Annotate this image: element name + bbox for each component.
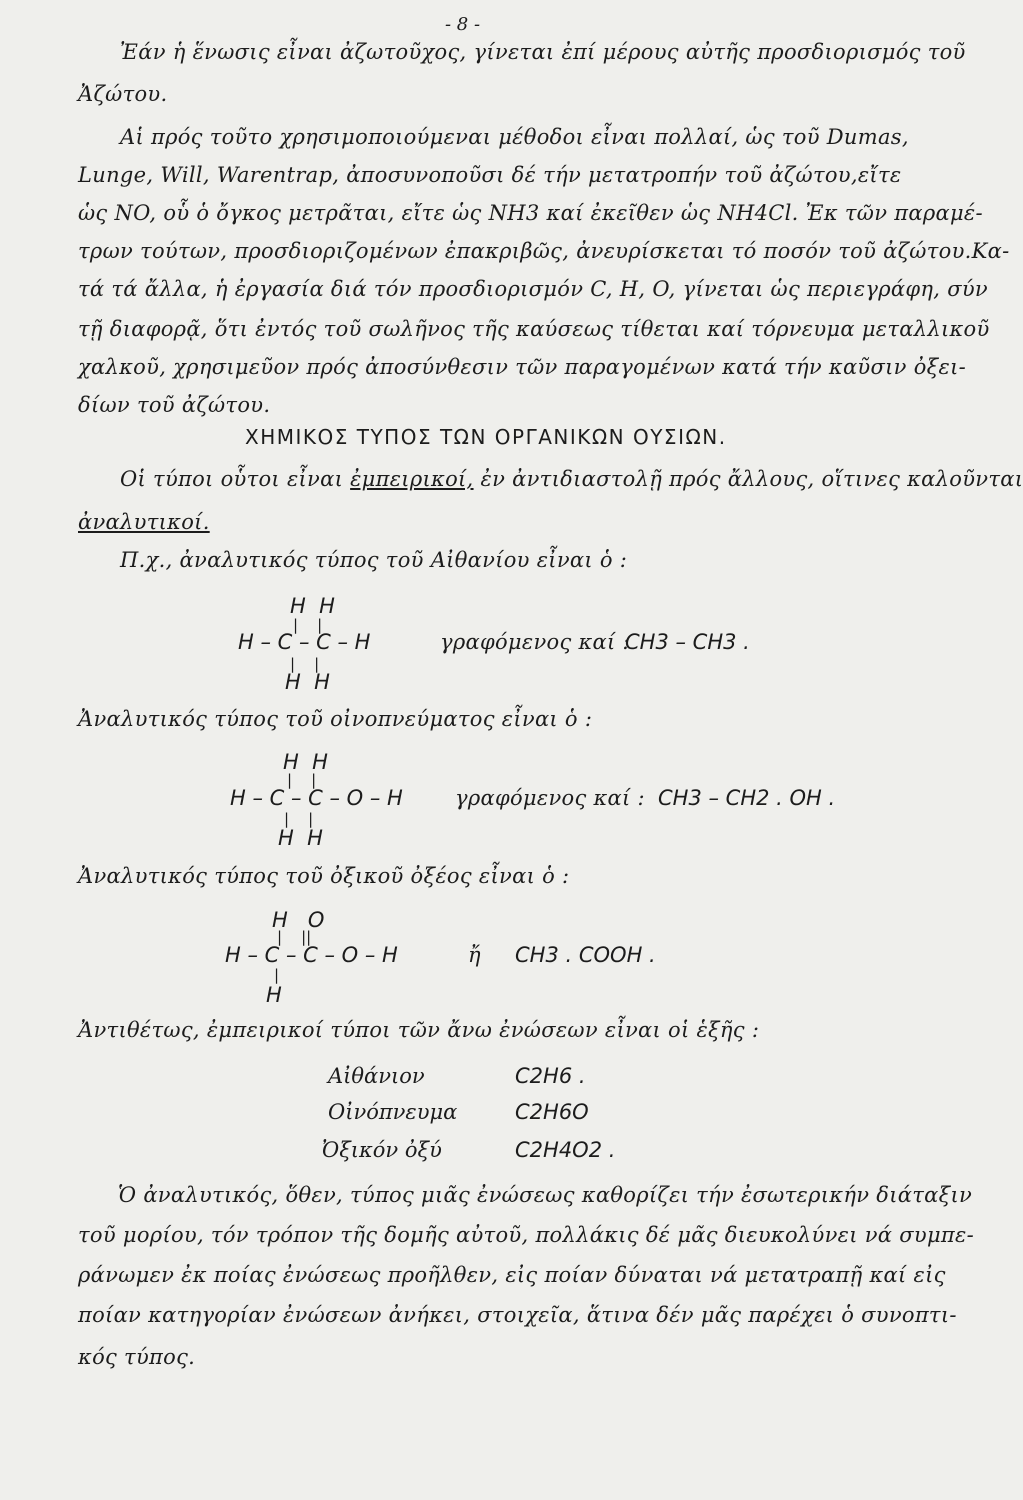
example1-written-as: γραφόμενος καί : [440, 630, 630, 654]
paragraph3-text-after: ἐν ἀντιδιαστολῇ πρός ἄλλους, οἵτινες καλοῦνται [473, 467, 1023, 491]
page-number: - 8 - [445, 14, 481, 35]
example2-formula-bottom: H H [278, 826, 323, 850]
paragraph2-line-4: τρων τούτων, προσδιοριζομένων ἐπακριβῶς, ἀνευρίσκεται τό ποσόν τοῦ ἀζώτου.Κα- [78, 239, 1010, 263]
empirical-name-ethane: Αἰθάνιον [328, 1064, 425, 1088]
empirical-formula-acetic-acid: C2H4O2 . [515, 1138, 616, 1162]
section-heading: ΧΗΜΙΚΟΣ ΤΥΠΟΣ ΤΩΝ ΟΡΓΑΝΙΚΩΝ ΟΥΣΙΩΝ. [245, 425, 727, 449]
example2-written-as: γραφόμενος καί : [455, 786, 645, 810]
paragraph3-line-1 [120, 467, 1023, 491]
example2-intro: Ἀναλυτικός τύπος τοῦ οἰνοπνεύματος εἶναι ὁ : [78, 707, 593, 731]
paragraph2-line-5: τά τά ἄλλα, ἡ ἐργασία διά τόν προσδιορισμόν C, H, O, γίνεται ὡς περιεγράφη, σύν [78, 277, 988, 301]
example1-condensed-formula: CH3 – CH3 . [625, 630, 750, 654]
paragraph4-line-2: τοῦ μορίου, τόν τρόπον τῆς δομῆς αὐτοῦ, πολλάκις δέ μᾶς διευκολύνει νά συμπε- [78, 1223, 974, 1247]
empirical-name-acetic-acid: Ὀξικόν ὀξύ [322, 1138, 442, 1162]
empirical-name-ethanol: Οἰνόπνευμα [328, 1100, 458, 1124]
example2-formula-main: H – C – C – O – H [230, 786, 403, 810]
example2-formula-top: H H [283, 750, 328, 774]
example3-or: ἤ [468, 943, 481, 967]
paragraph2-line-3: ὡς NO, οὗ ὁ ὄγκος μετρᾶται, εἴτε ὡς NH3 καί ἐκεῖθεν ὡς NH4Cl. Ἐκ τῶν παραμέ- [78, 201, 983, 225]
paragraph2-line-8: δίων τοῦ ἀζώτου. [78, 393, 271, 417]
paragraph4-line-3: ράνωμεν ἐκ ποίας ἐνώσεως προῆλθεν, εἰς ποίαν δύναται νά μετατραπῇ καί εἰς [78, 1263, 946, 1287]
paragraph2-line-6: τῇ διαφορᾷ, ὅτι ἐντός τοῦ σωλῆνος τῆς καύσεως τίθεται καί τόρνευμα μεταλλικοῦ [78, 317, 990, 341]
example3-formula-bottom: H [266, 983, 282, 1007]
example2-condensed-formula: CH3 – CH2 . OH . [658, 786, 836, 810]
paragraph4-line-1: Ὁ ἀναλυτικός, ὅθεν, τύπος μιᾶς ἐνώσεως καθορίζει τήν ἐσωτερικήν διάταξιν [118, 1183, 973, 1207]
paragraph1-line-1: Ἐάν ἡ ἕνωσις εἶναι ἀζωτοῦχος, γίνεται ἐπί μέρους αὐτῆς προσδιορισμός τοῦ [120, 40, 966, 64]
example1-bonds-bottom: | | [290, 655, 320, 673]
example1-formula-bottom: H H [285, 670, 330, 694]
example3-condensed-formula: CH3 . COOH . [515, 943, 656, 967]
paragraph1-line-2: Ἀζώτου. [78, 82, 168, 106]
empirical-formula-ethanol: C2H6O [515, 1100, 589, 1124]
paragraph2-line-2: Lunge, Will, Warentrap, ἀποσυνοποῦσι δέ τήν μετατροπήν τοῦ ἀζώτου,εἴτε [78, 163, 902, 187]
example1-intro: Π.χ., ἀναλυτικός τύπος τοῦ Αἰθανίου εἶναι ὁ : [120, 548, 628, 572]
example3-intro: Ἀναλυτικός τύπος τοῦ ὀξικοῦ ὀξέος εἶναι ὁ : [78, 864, 570, 888]
analytical-term: ἀναλυτικοί. [78, 510, 210, 534]
example1-formula-top: H H [290, 594, 335, 618]
paragraph3-text-before: Οἱ τύποι οὗτοι εἶναι [120, 467, 351, 491]
example3-bonds-top: | || [277, 928, 312, 946]
example3-formula-top: H O [272, 908, 325, 932]
paragraph2-line-1: Αἱ πρός τοῦτο χρησιμοποιούμεναι μέθοδοι εἶναι πολλαί, ὡς τοῦ Dumas, [120, 125, 909, 149]
paragraph4-line-4: ποίαν κατηγορίαν ἐνώσεων ἀνήκει, στοιχεῖα, ἅτινα δέν μᾶς παρέχει ὁ συνοπτι- [78, 1303, 957, 1327]
example1-formula-main: H – C – C – H [238, 630, 371, 654]
paragraph4-line-5: κός τύπος. [78, 1345, 196, 1369]
empirical-intro: Ἀντιθέτως, ἐμπειρικοί τύποι τῶν ἄνω ἐνώσεων εἶναι οἱ ἑξῆς : [78, 1018, 760, 1042]
empirical-formula-ethane: C2H6 . [515, 1064, 586, 1088]
paragraph2-line-7: χαλκοῦ, χρησιμεῦον πρός ἀποσύνθεσιν τῶν παραγομένων κατά τήν καῦσιν ὀξει- [78, 355, 967, 379]
example3-bonds-bottom: | [274, 966, 280, 984]
example2-bonds-top: | | [287, 771, 317, 789]
example1-bonds-top: | | [293, 616, 323, 634]
example3-formula-main: H – C – C – O – H [225, 943, 398, 967]
empirical-term: ἐμπειρικοί, [350, 467, 474, 491]
example2-bonds-bottom: | | [284, 810, 314, 828]
